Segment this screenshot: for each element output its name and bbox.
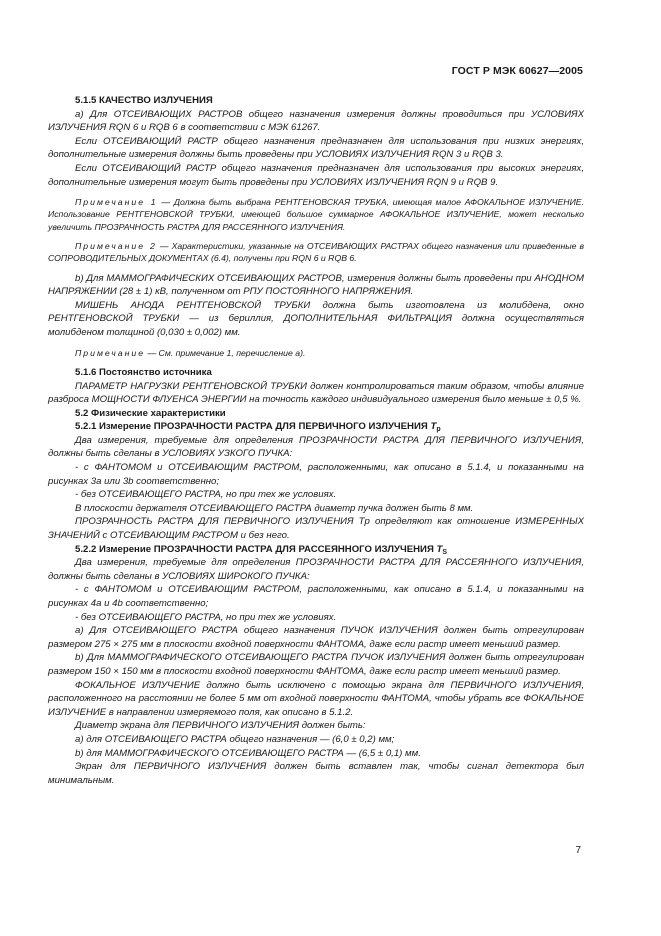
section-heading — [48, 366, 584, 380]
paragraph: Два измерения, требуемые для определения ПРОЗРАЧНОСТИ РАСТРА ДЛЯ ПЕРВИЧНОГО ИЗЛУЧЕНИЯ, должны быть сделаны в УСЛОВИЯХ УЗКОГО ПУЧКА: — [48, 434, 584, 460]
paragraph: b) для МАММОГРАФИЧЕСКОГО ОТСЕИВАЮЩЕГО РАСТРА — (6,5 ± 0,1) мм. — [75, 747, 421, 759]
paragraph: а) Для ОТСЕИВАЮЩЕГО РАСТРА общего назначения ПУЧОК ИЗЛУЧЕНИЯ должен быть отрегулирован размером 275 × 275 мм в плоскости входной поверхности ФАНТОМА, даже если растр имеет меньший размер. — [48, 625, 584, 650]
paragraph: ФОКАЛЬНОЕ ИЗЛУЧЕНИЕ должно быть исключено с помощью экрана для ПЕРВИЧНОГО ИЗЛУЧЕНИЯ, расположенного на расстоянии не более 5 мм от входной поверхности ФАНТОМА, чтобы убрать все ФОКАЛЬНОЕ ИЗЛУЧЕНИЕ в направлении измеряемого поля, как описано в 5.1.2. — [48, 679, 584, 718]
symbol-subscript: S — [442, 548, 448, 556]
note-text: — См. примечание 1, перечисление а). — [145, 347, 306, 358]
spacer — [48, 265, 584, 272]
paragraph: МИШЕНЬ АНОДА РЕНТГЕНОВСКОЙ ТРУБКИ должна быть изготовлена из молибдена, окно РЕНТГЕНОВСКОЙ ТРУБКИ — из бериллия, ДОПОЛНИТЕЛЬНАЯ ФИЛЬТРАЦИЯ должна осуществляться молибденом толщиной (0,030 ± 0,002) мм. — [48, 299, 584, 339]
symbol: T — [436, 543, 443, 555]
paragraph: b) Для МАММОГРАФИЧЕСКИХ ОТСЕИВАЮЩИХ РАСТРОВ, измерения должны быть проведены при АНОДНОМ НАПРЯЖЕНИИ (28 ± 1) кВ, полученном от РПУ ПОСТОЯННОГО НАПРЯЖЕНИЯ. — [48, 272, 584, 298]
document-header: ГОСТ Р МЭК 60627—2005 — [451, 65, 583, 77]
note-paragraph — [48, 196, 584, 233]
paragraph: Если ОТСЕИВАЮЩИЙ РАСТР общего назначения предназначен для использования при высоких энергиях, дополнительные измерения могут быть проведены при УСЛОВИЯХ ИЗЛУЧЕНИЯ RQN 9 и RQB 9. — [48, 162, 584, 188]
spacer — [48, 340, 584, 347]
paragraph: Диаметр экрана для ПЕРВИЧНОГО ИЗЛУЧЕНИЯ должен быть: — [75, 720, 366, 732]
section-heading — [48, 543, 584, 557]
note-label: Примечание 2 — [75, 241, 157, 252]
spacer — [48, 359, 584, 366]
section-heading — [48, 94, 584, 108]
paragraph: а) Для ОТСЕИВАЮЩИХ РАСТРОВ общего назначения измерения должны проводиться при УСЛОВИЯХ ИЗЛУЧЕНИЯ RQN 6 и RQB 6 в соответствии с МЭК 61267. — [48, 108, 584, 134]
paragraph: b) Для МАММОГРАФИЧЕСКОГО ОТСЕИВАЮЩЕГО РАСТРА ПУЧОК ИЗЛУЧЕНИЯ должен быть отрегулирован размером 150 × 150 мм в плоскости входной поверхности ФАНТОМА, даже если растр имеет меньший размер. — [48, 652, 584, 677]
section-heading-text: 5.1.5 КАЧЕСТВО ИЗЛУЧЕНИЯ — [75, 95, 213, 106]
paragraph: - с ФАНТОМОМ и ОТСЕИВАЮЩИМ РАСТРОМ, расположенными, как описано в 5.1.4, и показанными на рисунках 3а или 3b соответственно; — [48, 462, 584, 487]
document-body — [48, 94, 584, 787]
section-heading — [48, 420, 584, 434]
spacer — [48, 233, 584, 240]
section-heading — [48, 407, 584, 421]
note-text: — Должна быть выбрана РЕНТГЕНОВСКАЯ ТРУБКА, имеющая малое АФОКАЛЬНОЕ ИЗЛУЧЕНИЕ. Использование РЕНТГЕНОВСКОЙ ТРУБКИ, имеющей большое суммарное АФОКАЛЬНОЕ ИЗЛУЧЕНИЕ, может несколько увеличить ПРОЗРАЧНОСТЬ РАСТРА ДЛЯ РАССЕЯННОГО ИЗЛУЧЕНИЯ. — [48, 197, 584, 232]
section-heading-text: 5.2.1 Измерение ПРОЗРАЧНОСТИ РАСТРА ДЛЯ ПЕРВИЧНОГО ИЗЛУЧЕНИЯ — [75, 421, 431, 433]
note-paragraph — [48, 347, 584, 359]
paragraph: Если ОТСЕИВАЮЩИЙ РАСТР общего назначения предназначен для использования при низких энергиях, дополнительные измерения должны быть проведены при УСЛОВИЯХ ИЗЛУЧЕНИЯ RQN 3 и RQB 3. — [48, 135, 584, 161]
symbol: T — [430, 421, 437, 433]
spacer — [48, 189, 584, 196]
paragraph: - без ОТСЕИВАЮЩЕГО РАСТРА, но при тех же условиях. — [75, 611, 337, 623]
note-text: — Характеристики, указанные на ОТСЕИВАЮЩИХ РАСТРАХ общего назначения или приведенные в СОПРОВОДИТЕЛЬНЫХ ДОКУМЕНТАХ (6.4), получены при RQN 6 и RQB 6. — [48, 241, 584, 264]
note-label: Примечание 1 — [75, 197, 158, 208]
paragraph: Два измерения, требуемые для определения ПРОЗРАЧНОСТИ РАСТРА ДЛЯ РАССЕЯННОГО ИЗЛУЧЕНИЯ, должны быть сделаны в УСЛОВИЯХ ШИРОКОГО ПУЧКА: — [48, 557, 584, 582]
note-paragraph — [48, 240, 584, 265]
paragraph: Экран для ПЕРВИЧНОГО ИЗЛУЧЕНИЯ должен быть вставлен так, чтобы сигнал детектора был минимальным. — [48, 761, 584, 786]
note-label: Примечание — [75, 347, 146, 358]
paragraph: ПРОЗРАЧНОСТЬ РАСТРА ДЛЯ ПЕРВИЧНОГО ИЗЛУЧЕНИЯ Tp определяют как отношение ИЗМЕРЕННЫХ ЗНАЧЕНИЙ с ОТСЕИВАЮЩИМ РАСТРОМ и без него. — [48, 516, 584, 542]
paragraph: - с ФАНТОМОМ и ОТСЕИВАЮЩИМ РАСТРОМ, расположенными, как описано в 5.1.4, и показанными на рисунках 4а и 4b соответственно; — [48, 584, 584, 609]
section-heading-text: 5.2 Физические характеристики — [75, 407, 226, 419]
page-number: 7 — [575, 845, 581, 856]
section-heading-text: 5.1.6 Постоянство источника — [75, 366, 212, 378]
paragraph: В плоскости держателя ОТСЕИВАЮЩЕГО РАСТРА диаметр пучка должен быть 8 мм. — [75, 502, 474, 514]
symbol-subscript: p — [436, 426, 441, 434]
paragraph: а) для ОТСЕИВАЮЩЕГО РАСТРА общего назначения — (6,0 ± 0,2) мм; — [75, 733, 395, 745]
paragraph: - без ОТСЕИВАЮЩЕГО РАСТРА, но при тех же условиях. — [75, 489, 337, 501]
paragraph: ПАРАМЕТР НАГРУЗКИ РЕНТГЕНОВСКОЙ ТРУБКИ должен контролироваться таким образом, чтобы влияние разброса МОЩНОСТИ ФЛУЕНСА ЭНЕРГИИ на точность каждого индивидуального измерения было меньше ± 0,5 %. — [48, 380, 584, 406]
section-heading-text: 5.2.2 Измерение ПРОЗРАЧНОСТИ РАСТРА ДЛЯ РАССЕЯННОГО ИЗЛУЧЕНИЯ — [75, 543, 437, 555]
